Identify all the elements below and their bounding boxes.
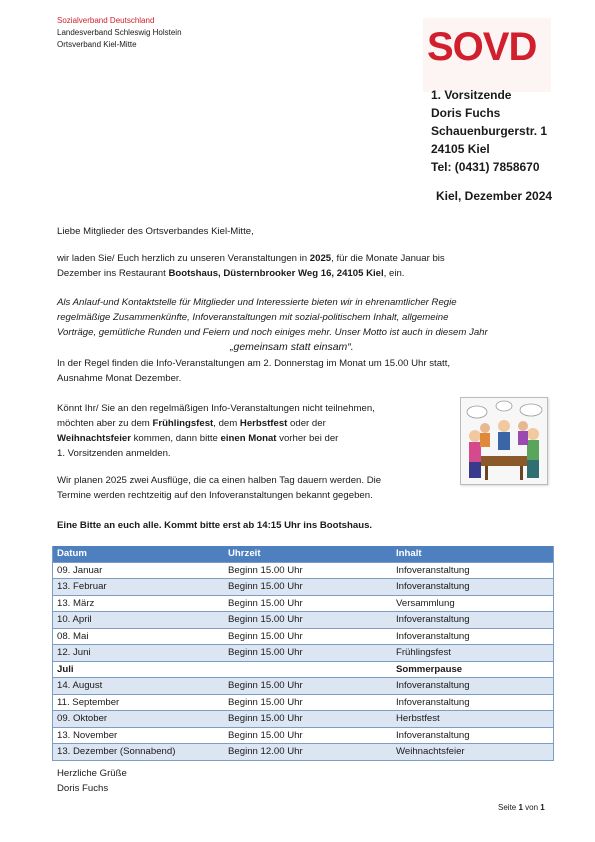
absence-text-d: vorher bei der [276,433,339,444]
table-row [53,711,554,728]
closing-block [57,766,557,796]
cell-date: 11. September [53,694,225,711]
absence-text-c: , dem [213,418,240,429]
trips-line-2: Termine werden rechtzeitig auf den Infoveranstaltungen bekannt gegeben. [57,490,373,501]
cell-date: 10. April [53,612,225,629]
trips-line-1: Wir planen 2025 zwei Ausflüge, die ca einen halben Tag dauern werden. Die [57,475,382,486]
sender-street: Schauenburgerstr. 1 [431,124,548,138]
table-row [53,661,554,678]
cell-time: Beginn 15.00 Uhr [224,562,392,579]
table-row [53,645,554,662]
cell-time: Beginn 15.00 Uhr [224,727,392,744]
state-association: Landesverband Schleswig Holstein [57,28,182,37]
cell-date: 13. März [53,595,225,612]
cell-date: 13. November [53,727,225,744]
absence-text-e: oder der [287,418,326,429]
intro-text-3: Dezember ins Restaurant [57,268,169,279]
cell-date: 13. Dezember (Sonnabend) [53,744,225,761]
footer-page-total: 1 [540,803,545,812]
cell-time: Beginn 15.00 Uhr [224,595,392,612]
salutation: Liebe Mitglieder des Ortsverbandes Kiel-Mitte, [57,226,254,237]
trips-paragraph [57,473,557,503]
absence-one-month: einen Monat [220,433,277,444]
letter-date: Kiel, Dezember 2024 [436,189,553,203]
cell-time: Beginn 15.00 Uhr [224,694,392,711]
cell-content: Infoveranstaltung [392,694,554,711]
sender-city: 24105 Kiel [431,142,490,156]
cell-time: Beginn 15.00 Uhr [224,645,392,662]
cell-content: Versammlung [392,595,554,612]
letterhead [57,15,182,51]
header-time: Uhrzeit [224,546,392,562]
absence-christmas: Weihnachtsfeier [57,433,131,444]
cell-date: 13. Februar [53,579,225,596]
header-date: Datum [53,546,225,562]
sender-phone: Tel: (0431) 7858670 [431,160,540,174]
cell-time: Beginn 15.00 Uhr [224,579,392,596]
table-row [53,595,554,612]
table-row [53,694,554,711]
cell-content: Infoveranstaltung [392,579,554,596]
absence-text-a: möchten aber zu dem [57,418,153,429]
table-row [53,678,554,695]
absence-line-4: 1. Vorsitzenden anmelden. [57,448,171,459]
cell-date: Juli [53,661,225,678]
cell-content: Herbstfest [392,711,554,728]
intro-paragraph [57,251,557,281]
table-row [53,727,554,744]
cell-content: Infoveranstaltung [392,612,554,629]
sender-role: 1. Vorsitzende [431,88,512,102]
cell-time: Beginn 15.00 Uhr [224,628,392,645]
footer-text-b: von [522,803,541,812]
cell-content: Infoveranstaltung [392,628,554,645]
cell-date: 08. Mai [53,628,225,645]
table-row [53,579,554,596]
cell-time: Beginn 15.00 Uhr [224,612,392,629]
rule-line-1: In der Regel finden die Info-Veranstaltungen am 2. Donnerstag im Monat um 15.00 Uhr statt, [57,358,451,369]
cell-time: Beginn 15.00 Uhr [224,678,392,695]
group-illustration [460,397,548,485]
page-footer [498,803,545,812]
signature-name: Doris Fuchs [57,783,109,794]
cell-content: Weihnachtsfeier [392,744,554,761]
table-row [53,612,554,629]
intro-year: 2025 [309,253,332,264]
about-line-3: Vorträge, gemütliche Runden und Feiern und noch einiges mehr. Unser Motto ist auch in diesem Jahr [57,327,488,338]
cell-date: 09. Oktober [53,711,225,728]
intro-text-4: , ein. [383,268,405,279]
rule-paragraph [57,356,557,386]
absence-line-1: Könnt Ihr/ Sie an den regelmäßigen Info-Veranstaltungen nicht teilnehmen, [57,403,375,414]
absence-autumn: Herbstfest [239,418,288,429]
absence-text-b: kommen, dann bitte [130,433,221,444]
cell-date: 09. Januar [53,562,225,579]
cell-time: Beginn 12.00 Uhr [224,744,392,761]
cell-content: Sommerpause [392,661,554,678]
sovd-logo [423,18,551,92]
cell-time: Beginn 15.00 Uhr [224,711,392,728]
arrival-request: Eine Bitte an euch alle. Kommt bitte erst ab 14:15 Uhr ins Bootshaus. [57,520,373,531]
cell-date: 12. Juni [53,645,225,662]
intro-text-1: wir laden Sie/ Euch herzlich zu unseren Veranstaltungen in [57,253,310,264]
absence-paragraph [57,401,447,461]
footer-text-a: Seite [498,803,519,812]
intro-text-2: , für die Monate Januar bis [331,253,445,264]
rule-line-2: Ausnahme Monat Dezember. [57,373,182,384]
intro-venue: Bootshaus, Düsternbrooker Weg 16, 24105 Kiel [168,268,384,279]
cell-content: Infoveranstaltung [392,727,554,744]
table-row [53,628,554,645]
header-content: Inhalt [392,546,554,562]
org-name: Sozialverband Deutschland [57,16,155,25]
logo-text: SOVD [427,25,537,69]
about-line-2: regelmäßige Zusammenkünfte, Infoveranstaltungen mit sozial-politischem Inhalt, allgemeine [57,312,449,323]
table-row [53,562,554,579]
table-header-row [53,546,554,562]
about-paragraph [57,295,557,340]
footer-page-number: 1 [518,803,523,812]
local-association: Ortsverband Kiel-Mitte [57,40,137,49]
cell-content: Infoveranstaltung [392,678,554,695]
closing-greeting: Herzliche Grüße [57,768,127,779]
cell-content: Infoveranstaltung [392,562,554,579]
cell-time [224,661,392,678]
sender-name: Doris Fuchs [431,106,501,120]
cell-date: 14. August [53,678,225,695]
about-line-1: Als Anlauf-und Kontaktstelle für Mitglieder und Interessierte bieten wir in ehrenamtlicher Regie [57,297,457,308]
motto: „gemeinsam statt einsam“. [230,341,354,353]
sender-address [431,86,547,176]
absence-spring: Frühlingsfest [152,418,214,429]
cell-content: Frühlingsfest [392,645,554,662]
schedule-table [52,546,554,761]
table-row [53,744,554,761]
